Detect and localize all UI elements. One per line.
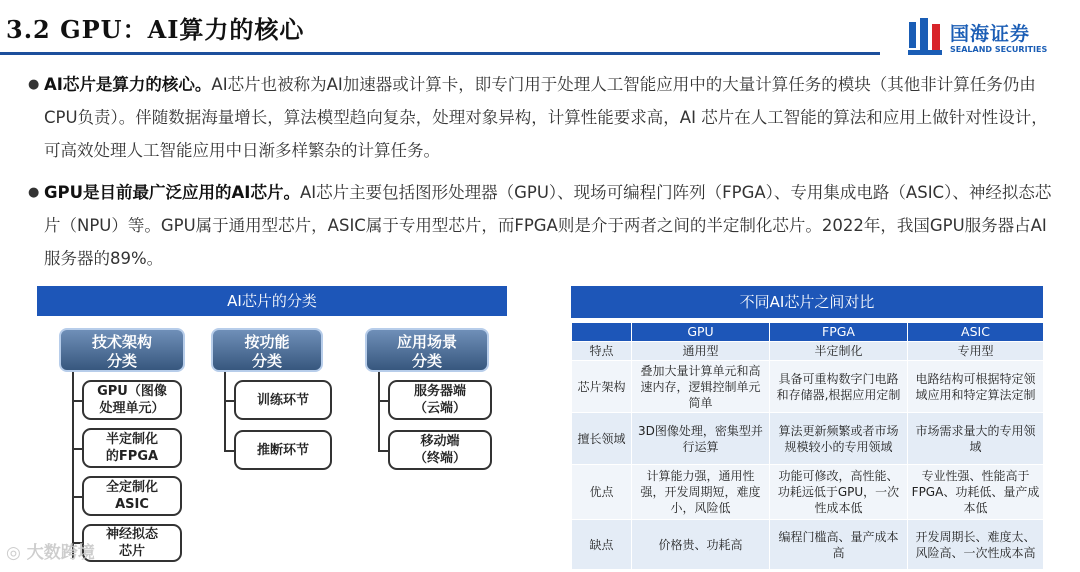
connector-line [224, 450, 234, 452]
table-header-cell: ASIC [908, 323, 1044, 342]
connector-line [224, 400, 234, 402]
leaf-gpu: GPU（图像 处理单元） [82, 380, 182, 420]
leaf-inference: 推断环节 [234, 430, 332, 470]
logo-text-cn: 国海证券 [950, 23, 1031, 45]
table-header-cell [572, 323, 632, 342]
watermark: ◎ 大数跨境 [6, 543, 95, 563]
row-label: 擅长领域 [572, 413, 632, 465]
logo-text-en: SEALAND SECURITIES [950, 45, 1048, 54]
table-cell: 市场需求量大的专用领域 [908, 413, 1044, 465]
comparison-table [571, 322, 1044, 570]
leaf-mobile: 移动端 （终端） [388, 430, 492, 470]
paragraph-lead: AI芯片是算力的核心。 [44, 75, 212, 94]
company-logo [908, 18, 1068, 60]
table-row [572, 342, 1044, 361]
table-cell: 算法更新频繁或者市场规模较小的专用领域 [770, 413, 908, 465]
table-cell: 编程门槛高、量产成本高 [770, 520, 908, 570]
sealand-logo-icon [908, 18, 942, 56]
watermark-text: 大数跨境 [26, 543, 95, 563]
row-label: 缺点 [572, 520, 632, 570]
table-cell: 专用型 [908, 342, 1044, 361]
table-row [572, 361, 1044, 413]
row-label: 芯片架构 [572, 361, 632, 413]
row-label: 特点 [572, 342, 632, 361]
connector-line [72, 496, 82, 498]
classification-panel [37, 286, 507, 572]
table-header-cell: FPGA [770, 323, 908, 342]
comparison-panel [571, 286, 1043, 572]
paragraph-ai-chip [28, 68, 1054, 167]
leaf-asic: 全定制化 ASIC [82, 476, 182, 516]
table-cell: 计算能力强，通用性强，开发周期短，难度小，风险低 [632, 465, 770, 520]
paragraph-text: AI芯片主要包括图形处理器（GPU）、现场可编程门阵列（FPGA）、专用集成电路（ASIC）、神经拟态芯片（NPU）等。GPU属于通用型芯片，ASIC属于专用型芯片，而FPGA则是介于两者之间的半定制化芯片。2022年，我国GPU服务器占AI服务器的89%。 [44, 183, 1052, 268]
paragraph-text: AI芯片也被称为AI加速器或计算卡，即专门用于处理人工智能应用中的大量计算任务的模块（其他非计算任务仍由CPU负责）。伴随数据海量增长，算法模型趋向复杂，处理对象异构，计算性能要求高，AI 芯片在人工智能的算法和应用上做针对性设计，可高效处理人工智能应用中日渐多样繁杂的计算任务。 [44, 75, 1048, 160]
table-header-row [572, 323, 1044, 342]
table-cell: 开发周期长、难度太、风险高、一次性成本高 [908, 520, 1044, 570]
bullet-dot-icon: ● [28, 185, 40, 200]
table-row [572, 465, 1044, 520]
bullet-dot-icon: ● [28, 77, 40, 92]
table-cell: 电路结构可根据特定领域应用和特定算法定制 [908, 361, 1044, 413]
table-row [572, 413, 1044, 465]
leaf-fpga: 半定制化 的FPGA [82, 428, 182, 468]
leaf-server: 服务器端 （云端） [388, 380, 492, 420]
table-cell: 3D图像处理，密集型并行运算 [632, 413, 770, 465]
leaf-npu: 神经拟态 芯片 [82, 524, 182, 562]
connector-line [378, 400, 388, 402]
page-title: 3.2 GPU：AI算力的核心 [6, 15, 305, 44]
category-function: 按功能 分类 [211, 328, 323, 372]
paragraph-gpu [28, 176, 1054, 275]
title-divider [0, 52, 880, 55]
classification-title: AI芯片的分类 [37, 286, 507, 316]
table-cell: 半定制化 [770, 342, 908, 361]
connector-line [224, 372, 226, 452]
connector-line [72, 448, 82, 450]
table-cell: 专业性强、性能高于FPGA、功耗低、量产成本低 [908, 465, 1044, 520]
table-cell: 价格贵、功耗高 [632, 520, 770, 570]
category-tech-architecture: 技术架构 分类 [59, 328, 185, 372]
row-label: 优点 [572, 465, 632, 520]
connector-line [72, 400, 82, 402]
comparison-title: 不同AI芯片之间对比 [571, 286, 1043, 318]
table-row [572, 520, 1044, 570]
connector-line [378, 372, 380, 452]
table-header-cell: GPU [632, 323, 770, 342]
table-cell: 叠加大量计算单元和高速内存，逻辑控制单元简单 [632, 361, 770, 413]
table-cell: 通用型 [632, 342, 770, 361]
paragraph-lead: GPU是目前最广泛应用的AI芯片。 [44, 183, 300, 202]
connector-line [378, 450, 388, 452]
category-scenario: 应用场景 分类 [365, 328, 489, 372]
table-cell: 具备可重构数字门电路和存储器,根据应用定制 [770, 361, 908, 413]
leaf-training: 训练环节 [234, 380, 332, 420]
table-cell: 功能可修改，高性能、功耗远低于GPU，一次性成本低 [770, 465, 908, 520]
